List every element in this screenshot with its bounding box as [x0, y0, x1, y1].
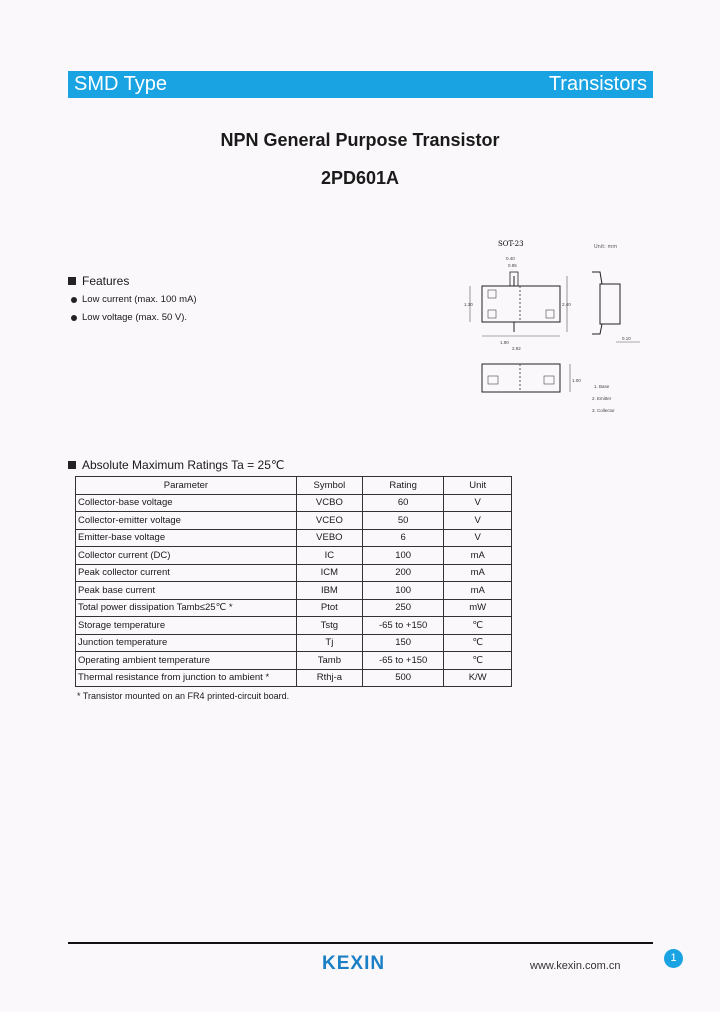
cell-symbol: Rthj-a — [296, 669, 362, 687]
feature-item — [71, 294, 197, 305]
page-number: 1 — [664, 949, 683, 968]
cell-symbol: Tstg — [296, 617, 362, 635]
cell-symbol: VEBO — [296, 529, 362, 547]
cell-parameter: Junction temperature — [76, 634, 297, 652]
table-row — [76, 547, 512, 565]
table-row — [76, 564, 512, 582]
cell-parameter: Peak base current — [76, 582, 297, 600]
cell-rating: -65 to +150 — [362, 617, 443, 635]
cell-parameter: Peak collector current — [76, 564, 297, 582]
table-header-row — [76, 477, 512, 495]
header-category: SMD Type — [74, 73, 167, 95]
package-outline-drawing — [462, 236, 652, 432]
document-title: NPN General Purpose Transistor — [220, 130, 500, 150]
square-bullet-icon — [68, 277, 76, 285]
table-footnote: * Transistor mounted on an FR4 printed-circuit board. — [77, 691, 290, 701]
cell-unit: mA — [444, 582, 512, 600]
cell-symbol: ICM — [296, 564, 362, 582]
cell-unit: mW — [444, 599, 512, 617]
ratings-table — [75, 476, 512, 687]
dim-label: 0.10 — [622, 336, 631, 341]
cell-symbol: IC — [296, 547, 362, 565]
table-row — [76, 529, 512, 547]
dim-label: 2.40 — [562, 302, 571, 307]
pin-label: 2. Emitter — [592, 396, 612, 401]
dim-label: 1.30 — [464, 302, 473, 307]
feature-text: Low current (max. 100 mA) — [82, 294, 197, 305]
cell-unit: V — [444, 512, 512, 530]
cell-unit: V — [444, 529, 512, 547]
ratings-heading — [68, 458, 284, 472]
cell-unit: ℃ — [444, 617, 512, 635]
cell-symbol: Tj — [296, 634, 362, 652]
pin-label: 3. Collector — [592, 408, 615, 413]
dim-label: 1.00 — [572, 378, 581, 383]
column-header: Parameter — [76, 477, 297, 495]
table-row — [76, 582, 512, 600]
cell-parameter: Thermal resistance from junction to ambient * — [76, 669, 297, 687]
cell-symbol: IBM — [296, 582, 362, 600]
column-header: Symbol — [296, 477, 362, 495]
cell-rating: 150 — [362, 634, 443, 652]
cell-unit: ℃ — [444, 652, 512, 670]
bullet-icon — [71, 315, 77, 321]
cell-rating: 6 — [362, 529, 443, 547]
cell-unit: K/W — [444, 669, 512, 687]
cell-rating: -65 to +150 — [362, 652, 443, 670]
table-row — [76, 617, 512, 635]
cell-unit: mA — [444, 547, 512, 565]
feature-item — [71, 312, 187, 323]
cell-symbol: VCEO — [296, 512, 362, 530]
cell-parameter: Emitter-base voltage — [76, 529, 297, 547]
cell-unit: mA — [444, 564, 512, 582]
cell-parameter: Storage temperature — [76, 617, 297, 635]
features-heading — [68, 274, 129, 288]
table-row — [76, 634, 512, 652]
column-header: Rating — [362, 477, 443, 495]
cell-rating: 50 — [362, 512, 443, 530]
footer-divider — [68, 942, 653, 944]
cell-rating: 500 — [362, 669, 443, 687]
website-link[interactable]: www.kexin.com.cn — [530, 960, 621, 972]
cell-rating: 250 — [362, 599, 443, 617]
part-number: 2PD601A — [320, 168, 400, 188]
table-row — [76, 599, 512, 617]
package-units: Unit: mm — [594, 244, 618, 250]
column-header: Unit — [444, 477, 512, 495]
cell-symbol: Ptot — [296, 599, 362, 617]
bullet-icon — [71, 297, 77, 303]
dim-label: 0.95 — [508, 263, 517, 268]
cell-rating: 200 — [362, 564, 443, 582]
cell-unit: V — [444, 494, 512, 512]
dim-label: 1.90 — [500, 340, 509, 345]
cell-symbol: VCBO — [296, 494, 362, 512]
company-logo: KEXIN — [322, 953, 386, 974]
table-row — [76, 652, 512, 670]
cell-parameter: Collector-emitter voltage — [76, 512, 297, 530]
header-banner — [68, 71, 653, 98]
ratings-heading-label: Absolute Maximum Ratings Ta = 25℃ — [82, 458, 285, 472]
feature-text: Low voltage (max. 50 V). — [82, 312, 188, 323]
cell-unit: ℃ — [444, 634, 512, 652]
cell-parameter: Collector current (DC) — [76, 547, 297, 565]
table-row — [76, 669, 512, 687]
square-bullet-icon — [68, 461, 76, 469]
cell-rating: 100 — [362, 582, 443, 600]
header-type: Transistors — [548, 73, 647, 95]
table-row — [76, 512, 512, 530]
features-heading-label: Features — [82, 274, 130, 288]
pin-label: 1. Base — [594, 384, 610, 389]
table-row — [76, 494, 512, 512]
dim-label: 0.40 — [506, 256, 515, 261]
package-name: SOT-23 — [498, 240, 524, 248]
cell-parameter: Operating ambient temperature — [76, 652, 297, 670]
cell-rating: 60 — [362, 494, 443, 512]
dim-label: 2.92 — [512, 346, 521, 351]
cell-parameter: Collector-base voltage — [76, 494, 297, 512]
cell-symbol: Tamb — [296, 652, 362, 670]
cell-rating: 100 — [362, 547, 443, 565]
cell-parameter: Total power dissipation Tamb≤25℃ * — [76, 599, 297, 617]
